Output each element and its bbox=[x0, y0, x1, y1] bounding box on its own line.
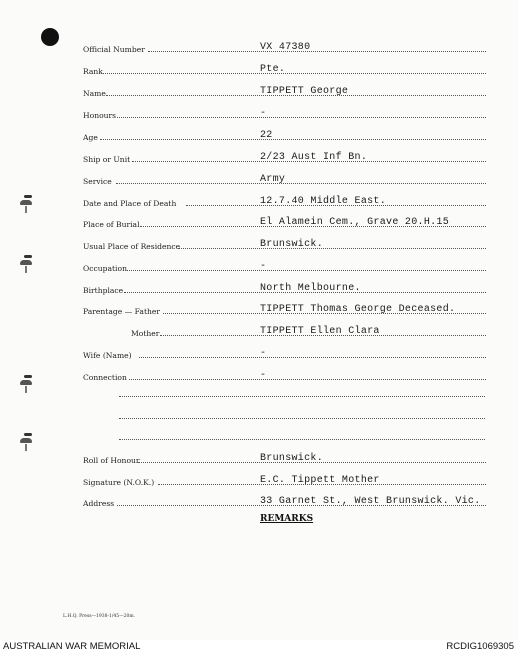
blank-line bbox=[119, 418, 485, 419]
field-rule bbox=[116, 183, 486, 184]
field-value: E.C. Tippett Mother bbox=[260, 475, 380, 486]
footer-institution: AUSTRALIAN WAR MEMORIAL bbox=[3, 641, 141, 652]
field-date-place-of-death bbox=[0, 192, 518, 210]
field-value: TIPPETT George bbox=[260, 86, 349, 97]
field-place-of-burial bbox=[0, 213, 518, 231]
field-connection bbox=[0, 366, 518, 384]
field-value: - bbox=[260, 108, 267, 119]
field-rule bbox=[148, 51, 486, 52]
field-rule bbox=[127, 270, 486, 271]
field-rule bbox=[117, 117, 486, 118]
field-rule bbox=[139, 357, 486, 358]
remarks-heading: REMARKS bbox=[260, 514, 314, 524]
field-label: Roll of Honour bbox=[83, 456, 140, 465]
footer-record-id: RCDIG1069305 bbox=[446, 641, 514, 652]
field-value: - bbox=[260, 261, 267, 272]
field-value: TIPPETT Ellen Clara bbox=[260, 326, 380, 337]
field-official-number bbox=[0, 38, 518, 56]
archive-footer bbox=[0, 640, 518, 654]
field-value: Pte. bbox=[260, 64, 286, 75]
field-rule bbox=[103, 73, 486, 74]
field-birthplace bbox=[0, 279, 518, 297]
field-label: Address bbox=[83, 499, 115, 508]
field-label: Rank bbox=[83, 67, 103, 76]
field-label: Honours bbox=[83, 111, 117, 120]
field-label: Usual Place of Residence bbox=[83, 242, 181, 251]
field-value: Brunswick. bbox=[260, 239, 324, 250]
field-label: Mother bbox=[131, 329, 160, 338]
field-parentage-mother bbox=[0, 322, 518, 340]
field-value: 22 bbox=[260, 130, 273, 141]
field-value: - bbox=[260, 348, 267, 359]
field-value: 2/23 Aust Inf Bn. bbox=[260, 152, 368, 163]
field-age bbox=[0, 126, 518, 144]
field-honours bbox=[0, 104, 518, 122]
field-label: Connection bbox=[83, 373, 127, 382]
field-value: 12.7.40 Middle East. bbox=[260, 196, 387, 207]
field-value: Army bbox=[260, 174, 286, 185]
field-label: Official Number bbox=[83, 45, 145, 54]
field-value: VX 47380 bbox=[260, 42, 311, 53]
field-label: Place of Burial bbox=[83, 220, 140, 229]
field-service bbox=[0, 170, 518, 188]
blank-line bbox=[119, 439, 485, 440]
field-label: Ship or Unit bbox=[83, 155, 131, 164]
field-address bbox=[0, 492, 518, 510]
field-wife-name bbox=[0, 344, 518, 362]
field-label: Parentage — Father bbox=[83, 307, 161, 316]
field-value: TIPPETT Thomas George Deceased. bbox=[260, 304, 456, 315]
field-occupation bbox=[0, 257, 518, 275]
printer-imprint: L.H.Q. Press—1938-1/45—20m. bbox=[63, 614, 136, 619]
field-value: North Melbourne. bbox=[260, 283, 361, 294]
field-label: Occupation bbox=[83, 264, 127, 273]
field-parentage-father bbox=[0, 300, 518, 318]
field-label: Name bbox=[83, 89, 106, 98]
field-label: Age bbox=[83, 133, 98, 142]
field-label: Birthplace bbox=[83, 286, 124, 295]
field-rule bbox=[129, 379, 486, 380]
field-rank bbox=[0, 60, 518, 78]
field-label: Service bbox=[83, 177, 112, 186]
field-usual-residence bbox=[0, 235, 518, 253]
field-value: - bbox=[260, 370, 267, 381]
field-ship-or-unit bbox=[0, 148, 518, 166]
field-value: 33 Garnet St., West Brunswick. Vic. bbox=[260, 496, 481, 507]
field-label: Signature (N.O.K.) bbox=[83, 478, 155, 487]
field-label: Date and Place of Death bbox=[83, 199, 177, 208]
field-value: Brunswick. bbox=[260, 453, 324, 464]
field-name bbox=[0, 82, 518, 100]
field-signature-nok bbox=[0, 471, 518, 489]
field-roll-of-honour bbox=[0, 449, 518, 467]
field-rule bbox=[100, 139, 486, 140]
field-label: Wife (Name) bbox=[83, 351, 132, 360]
field-rule bbox=[178, 248, 486, 249]
field-value: El Alamein Cem., Grave 20.H.15 bbox=[260, 217, 450, 228]
blank-line bbox=[119, 396, 485, 397]
